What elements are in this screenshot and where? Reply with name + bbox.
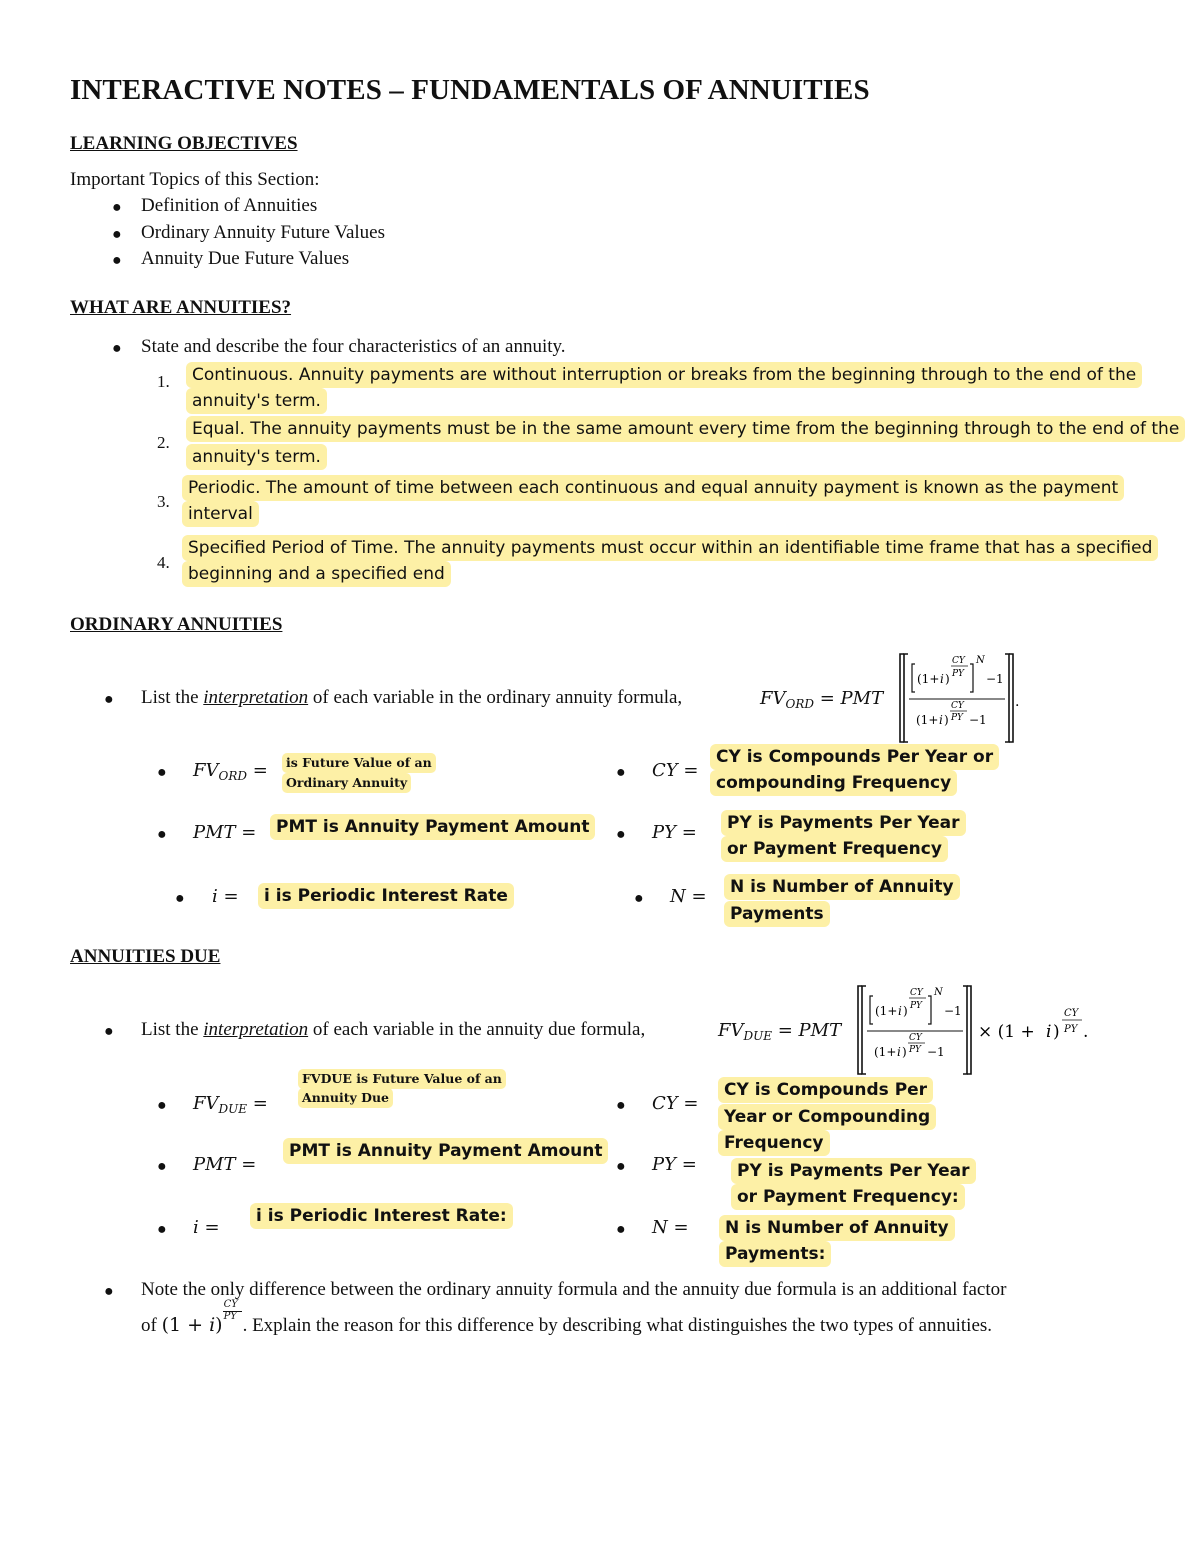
- note-line2: [141, 1299, 993, 1337]
- answer-py-ordinary-line1[interactable]: PY is Payments Per Year: [721, 810, 966, 836]
- svg-text:(1+: (1+: [874, 1045, 897, 1059]
- answer-cy-due-line2[interactable]: Year or Compounding: [718, 1104, 936, 1130]
- due-prompt: [141, 1019, 645, 1041]
- svg-text:−1: −1: [969, 713, 987, 727]
- svg-text:PY: PY: [952, 669, 964, 679]
- bullet-icon: ●: [157, 1158, 167, 1175]
- formula-ordinary-fraction: [896, 650, 1026, 746]
- bullet-icon: ●: [157, 1097, 167, 1114]
- section-heading-learning-objectives: LEARNING OBJECTIVES: [70, 133, 298, 154]
- bullet-icon: ●: [616, 1158, 626, 1175]
- svg-text:i: i: [897, 1045, 901, 1059]
- svg-text:i: i: [940, 672, 944, 686]
- bullet-icon: ●: [616, 764, 626, 781]
- prompt-emphasis: interpretation: [203, 687, 309, 708]
- variable-i: i =: [212, 886, 239, 907]
- answer-number: 1.: [157, 372, 170, 391]
- svg-text:(1+: (1+: [916, 713, 939, 727]
- variable-pmt: PMT =: [193, 822, 257, 843]
- bullet-icon: ●: [112, 226, 122, 243]
- svg-text:PY: PY: [951, 713, 963, 723]
- answer-n-ordinary-line2[interactable]: Payments: [724, 901, 830, 927]
- answer-pmt-due[interactable]: PMT is Annuity Payment Amount: [283, 1138, 608, 1164]
- bullet-icon: ●: [157, 764, 167, 781]
- bullet-icon: ●: [104, 1023, 114, 1040]
- variable-py: PY =: [652, 822, 697, 843]
- svg-text:−1: −1: [986, 672, 1004, 686]
- variable-i: i =: [193, 1217, 220, 1238]
- answer-n-ordinary-line1[interactable]: N is Number of Annuity: [724, 874, 960, 900]
- answer-fv-ord-line2[interactable]: Ordinary Annuity: [282, 773, 411, 793]
- answer-characteristic-1-line2[interactable]: annuity's term.: [186, 388, 327, 414]
- svg-text:i: i: [939, 713, 943, 727]
- formula-due-fraction: [854, 982, 1094, 1078]
- section-heading-annuities-due: ANNUITIES DUE: [70, 946, 221, 967]
- svg-text:i: i: [1046, 1022, 1052, 1042]
- svg-text:CY: CY: [951, 701, 964, 711]
- answer-n-due-line1[interactable]: N is Number of Annuity: [719, 1215, 955, 1241]
- answer-cy-ordinary-line1[interactable]: CY is Compounds Per Year or: [710, 744, 999, 770]
- svg-text:(1+: (1+: [875, 1004, 898, 1018]
- answer-characteristic-3-line1[interactable]: Periodic. The amount of time between each continuous and equal annuity payment is known as the payment: [182, 475, 1124, 501]
- answer-number: 4.: [157, 553, 170, 572]
- bullet-icon: ●: [616, 1097, 626, 1114]
- svg-text:): ): [903, 1004, 908, 1018]
- svg-text:PY: PY: [910, 1001, 922, 1011]
- answer-py-ordinary-line2[interactable]: or Payment Frequency: [721, 836, 948, 862]
- variable-pmt: PMT =: [193, 1154, 257, 1175]
- answer-number: 3.: [157, 492, 170, 511]
- answer-i-ordinary[interactable]: i is Periodic Interest Rate: [258, 883, 514, 909]
- svg-text:CY: CY: [952, 656, 965, 666]
- bullet-icon: ●: [634, 890, 644, 907]
- svg-text:): ): [902, 1045, 907, 1059]
- svg-text:.: .: [1083, 1022, 1089, 1042]
- formula-fv-due-lhs: $FV_{DUE}$ = PMT: [718, 1020, 842, 1043]
- svg-text:PY: PY: [1064, 1024, 1078, 1035]
- note-line1: Note the only difference between the ordinary annuity formula and the annuity due formula is an additional factor: [141, 1279, 1007, 1300]
- answer-i-due[interactable]: i is Periodic Interest Rate:: [250, 1203, 513, 1229]
- variable-fv-ord: $FV_{ORD}$ =: [193, 760, 268, 783]
- answer-characteristic-4-line2[interactable]: beginning and a specified end: [182, 561, 451, 587]
- formula-fv-ord-lhs: $FV_{ORD}$ = PMT: [760, 688, 884, 711]
- answer-cy-due-line3[interactable]: Frequency: [718, 1130, 830, 1156]
- svg-text:): ): [944, 713, 949, 727]
- page-title: INTERACTIVE NOTES – FUNDAMENTALS OF ANNUITIES: [70, 74, 870, 106]
- note-text: of: [141, 1315, 162, 1336]
- bullet-icon: ●: [112, 199, 122, 216]
- variable-n: N =: [670, 886, 707, 907]
- variable-cy: CY =: [652, 760, 699, 781]
- prompt-emphasis: interpretation: [203, 1019, 309, 1040]
- svg-text:CY: CY: [1064, 1008, 1079, 1019]
- svg-text:N: N: [934, 987, 943, 998]
- svg-text:): ): [945, 672, 950, 686]
- svg-text:−1: −1: [944, 1004, 962, 1018]
- svg-text:CY: CY: [909, 1033, 922, 1043]
- variable-fv-due: $FV_{DUE}$ =: [193, 1093, 268, 1116]
- prompt-text: of each variable in the annuity due formula,: [308, 1019, 646, 1040]
- note-text: . Explain the reason for this difference by describing what distinguishes the two types of annuities.: [242, 1315, 993, 1336]
- answer-py-due-line2[interactable]: or Payment Frequency:: [731, 1184, 965, 1210]
- bullet-icon: ●: [104, 1283, 114, 1300]
- bullet-icon: ●: [112, 340, 122, 357]
- objective-item: Ordinary Annuity Future Values: [141, 222, 385, 243]
- answer-number: 2.: [157, 433, 170, 452]
- bullet-icon: ●: [616, 826, 626, 843]
- prompt-text: List the: [141, 687, 204, 708]
- bullet-icon: ●: [112, 252, 122, 269]
- svg-text:): ): [1053, 1022, 1060, 1042]
- answer-characteristic-4-line1[interactable]: Specified Period of Time. The annuity payments must occur within an identifiable time frame that has a specified: [182, 535, 1158, 561]
- svg-text:(1+: (1+: [917, 672, 940, 686]
- answer-characteristic-2-line1[interactable]: Equal. The annuity payments must be in the same amount every time from the beginning through to the end of the: [186, 416, 1185, 442]
- section-heading-what-are-annuities: WHAT ARE ANNUITIES?: [70, 297, 292, 318]
- answer-fv-ord-line1[interactable]: is Future Value of an: [282, 753, 436, 773]
- variable-py: PY =: [652, 1154, 697, 1175]
- svg-text:CY: CY: [910, 988, 923, 998]
- objectives-intro: Important Topics of this Section:: [70, 169, 320, 190]
- answer-fv-due-line1[interactable]: FVDUE is Future Value of an: [298, 1069, 506, 1089]
- objective-item: Annuity Due Future Values: [141, 248, 350, 269]
- characteristics-prompt: State and describe the four characteristics of an annuity.: [141, 336, 566, 357]
- prompt-text: List the: [141, 1019, 204, 1040]
- answer-pmt-ordinary[interactable]: PMT is Annuity Payment Amount: [270, 814, 595, 840]
- variable-cy: CY =: [652, 1093, 699, 1114]
- variable-n: N =: [652, 1217, 689, 1238]
- answer-characteristic-1-line1[interactable]: Continuous. Annuity payments are without interruption or breaks from the beginning through to the end of the: [186, 362, 1142, 388]
- answer-cy-due-line1[interactable]: CY is Compounds Per: [718, 1077, 933, 1103]
- svg-text:× (1 +: × (1 +: [978, 1022, 1035, 1042]
- svg-text:.: .: [1015, 694, 1020, 710]
- answer-n-due-line2[interactable]: Payments:: [719, 1241, 831, 1267]
- bullet-icon: ●: [157, 1221, 167, 1238]
- answer-cy-ordinary-line2[interactable]: compounding Frequency: [710, 770, 957, 796]
- answer-characteristic-3-line2[interactable]: interval: [182, 501, 259, 527]
- objective-item: Definition of Annuities: [141, 195, 318, 216]
- answer-py-due-line1[interactable]: PY is Payments Per Year: [731, 1158, 976, 1184]
- svg-text:i: i: [898, 1004, 902, 1018]
- prompt-text: of each variable in the ordinary annuity formula,: [308, 687, 683, 708]
- bullet-icon: ●: [157, 826, 167, 843]
- bullet-icon: ●: [104, 691, 114, 708]
- note-factor: (1 + i) $\frac{CY}{PY}$: [162, 1314, 243, 1336]
- svg-text:N: N: [976, 655, 985, 666]
- answer-characteristic-2-line2[interactable]: annuity's term.: [186, 444, 327, 470]
- answer-fv-due-line2[interactable]: Annuity Due: [298, 1088, 393, 1108]
- svg-text:PY: PY: [909, 1045, 921, 1055]
- bullet-icon: ●: [175, 890, 185, 907]
- bullet-icon: ●: [616, 1221, 626, 1238]
- section-heading-ordinary-annuities: ORDINARY ANNUITIES: [70, 614, 283, 635]
- ordinary-prompt: [141, 687, 682, 709]
- svg-text:−1: −1: [927, 1045, 945, 1059]
